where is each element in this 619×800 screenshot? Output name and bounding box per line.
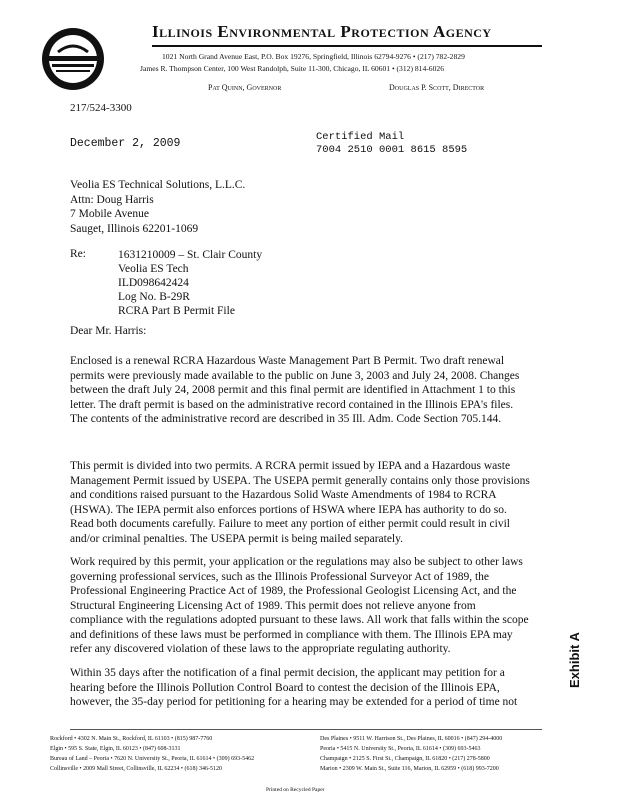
- addressee-company: Veolia ES Technical Solutions, L.L.C.: [70, 179, 246, 191]
- addressee-street: 7 Mobile Avenue: [70, 208, 149, 220]
- letter-date: December 2, 2009: [70, 137, 181, 150]
- footer-office: Collinsville • 2009 Mall Street, Collinsville, IL 62234 • (618) 346-5120: [50, 766, 222, 772]
- addressee-city: Sauget, Illinois 62201-1069: [70, 222, 199, 235]
- address-line-1: 1021 North Grand Avenue East, P.O. Box 19276, Springfield, Illinois 62794-9276 • (217) 782-2829: [162, 52, 465, 61]
- exhibit-label: Exhibit A: [567, 632, 582, 688]
- address-line-2: James R. Thompson Center, 100 West Randolph, Suite 11-300, Chicago, IL 60601 • (312) 814-6026: [140, 64, 444, 73]
- recycled-paper-note: Printed on Recycled Paper: [266, 787, 325, 793]
- re-line: Veolia ES Tech: [118, 263, 189, 275]
- addressee-attn: Attn: Doug Harris: [70, 193, 154, 206]
- footer-rule: [70, 729, 542, 730]
- footer-office: Des Plaines • 9511 W. Harrison St., Des Plaines, IL 60016 • (847) 294-4000: [320, 736, 503, 742]
- re-line: 1631210009 – St. Clair County: [118, 249, 263, 261]
- body-paragraph-4: Within 35 days after the notification of a final permit decision, the applicant may petition for a hearing before the Illinois Pollution Control Board to contest the decision of the Illinois EPA, however, the 35-day period for petitioning for a hearing may be extended for a period of time not: [70, 667, 518, 708]
- re-label: Re:: [70, 248, 86, 260]
- footer-office: Marion • 2309 W. Main St., Suite 116, Marion, IL 62959 • (618) 993-7200: [320, 766, 499, 772]
- footer-offices-right: [320, 734, 502, 774]
- salutation: Dear Mr. Harris:: [70, 325, 147, 337]
- agency-seal-logo: [40, 26, 106, 92]
- director-name: Douglas P. Scott, Director: [389, 83, 485, 92]
- re-line: RCRA Part B Permit File: [118, 305, 235, 317]
- re-block: [118, 248, 262, 318]
- footer-offices-left: [50, 734, 254, 774]
- phone-number: 217/524-3300: [70, 102, 132, 114]
- body-paragraph-1: Enclosed is a renewal RCRA Hazardous Waste Management Part B Permit. Two draft renewal permits were previously made available to the public on June 3, 2003 and July 24, 2008. Changes between the draft July 24, 2008 permit and this final permit are identified in Attachment 1 to this letter. The draft permit is based on the administrative record contained in the Illinois EPA's files. The contents of the administrative record are described in 35 Ill. Adm. Code Section 705.144.: [70, 355, 520, 425]
- footer-office: Rockford • 4302 N. Main St., Rockford, IL 61103 • (815) 987-7760: [50, 736, 213, 742]
- footer-office: Elgin • 595 S. State, Elgin, IL 60123 • (847) 608-3131: [50, 746, 181, 752]
- footer-office: Bureau of Land – Peoria • 7620 N. University St., Peoria, IL 61614 • (309) 693-5462: [50, 756, 255, 762]
- body-paragraph-3: Work required by this permit, your application or the regulations may also be subject to other laws governing professional services, such as the Illinois Professional Surveyor Act of 1989, the Professional Engineering Practice Act of 1989, the Professional Geologist Licensing Act, and the Structural Engineering Licensing Act of 1989. This permit does not relieve anyone from compliance with the regulations adopted pursuant to these laws. All work that falls within the scope and definitions of these laws must be performed in compliance with them. The Illinois EPA may refer any discovered violation of these laws to the appropriate regulating authority.: [70, 556, 529, 655]
- re-line: ILD098642424: [118, 277, 189, 289]
- certified-mail-label: Certified Mail: [316, 131, 405, 143]
- body-paragraph-2: This permit is divided into two permits. A RCRA permit issued by IEPA and a Hazardous waste Management Permit issued by USEPA. The USEPA permit generally contains only those provisions and conditions raised pursuant to the Hazardous Solid Waste Amendments of 1984 to RCRA (HSWA). The IEPA permit also enforces portions of HSWA where IEPA has authority to do so. Read both documents carefully. Failure to meet any portion of either permit could result in civil and/or criminal penalties. The USEPA permit is being mailed separately.: [70, 460, 530, 545]
- governor-name: Pat Quinn, Governor: [208, 83, 282, 92]
- re-line: Log No. B-29R: [118, 291, 190, 303]
- certified-mail-number: 7004 2510 0001 8615 8595: [316, 144, 468, 156]
- letterhead-rule: [152, 45, 542, 47]
- addressee-block: [70, 178, 245, 236]
- certified-mail-block: [316, 131, 467, 157]
- footer-office: Peoria • 5415 N. University St., Peoria, IL 61614 • (309) 693-5463: [320, 746, 481, 752]
- agency-name: Illinois Environmental Protection Agency: [152, 22, 492, 41]
- footer-office: Champaign • 2125 S. First St., Champaign, IL 61820 • (217) 278-5800: [320, 756, 490, 762]
